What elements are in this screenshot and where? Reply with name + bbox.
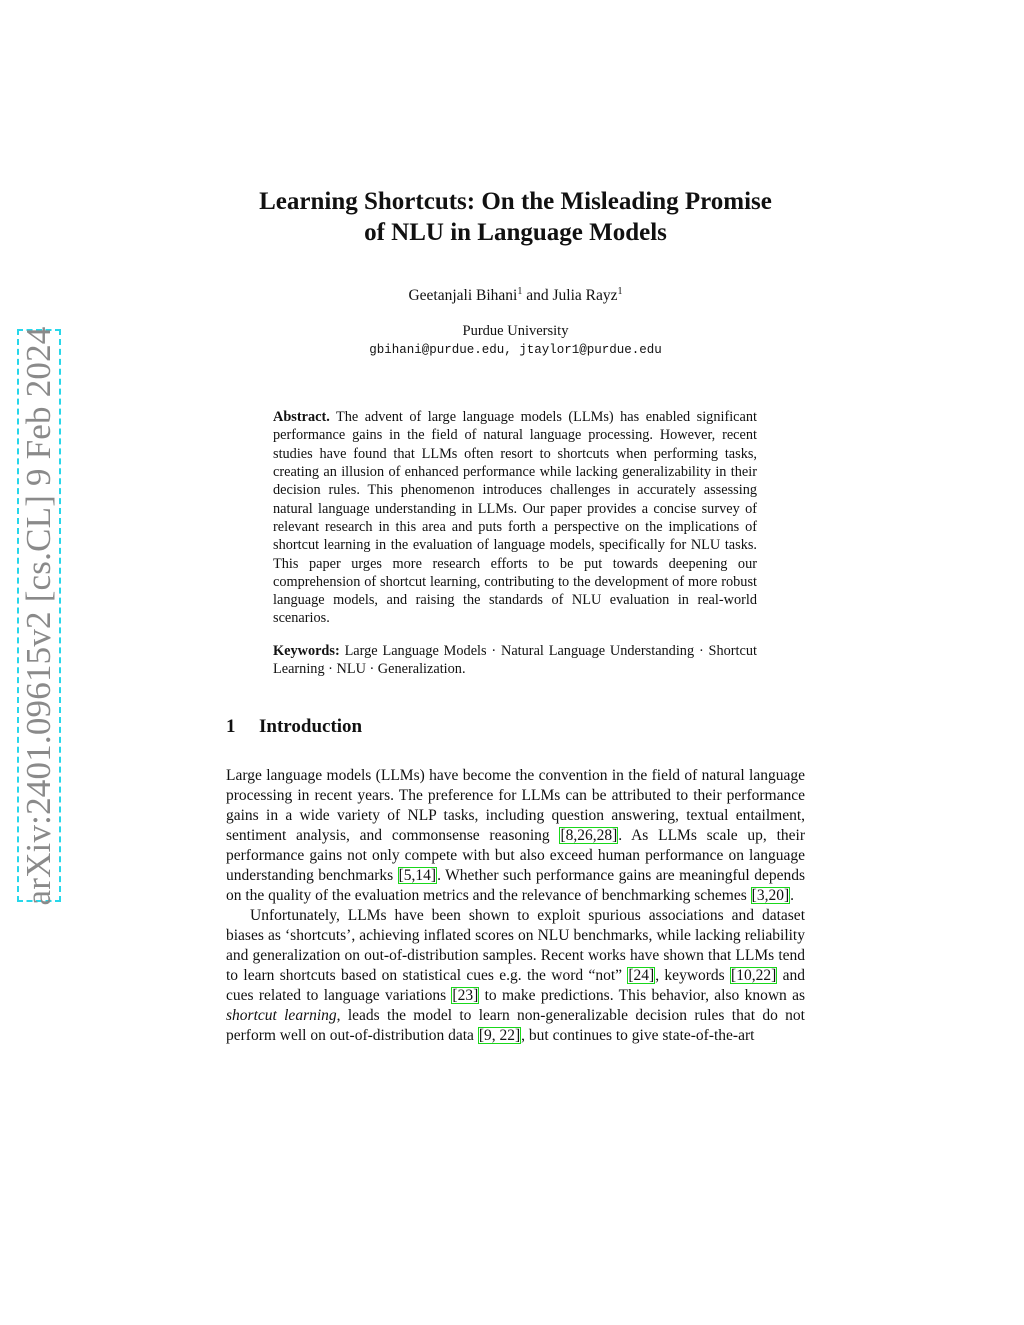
introduction-body: [226, 766, 805, 1046]
citation-link[interactable]: [3,20]: [751, 887, 790, 905]
text-run: .: [790, 887, 794, 905]
citation-link[interactable]: [23]: [452, 987, 479, 1005]
text-run: and cues related to language variations: [226, 967, 805, 1005]
paper-title-line-1: Learning Shortcuts: On the Misleading Promise: [259, 188, 772, 215]
text-run: Large language models (LLMs) have become the convention in the field of natural language processing in recent years. The preference for LLMs can be attributed to their performance gains in a wide variety of NLP tasks, including question answering, textual entailment, sentiment analysis, and commonsense reasoning: [226, 767, 805, 845]
keywords-label: Keywords:: [273, 642, 340, 659]
arxiv-identifier-text[interactable]: arXiv:2401.09615v2 [cs.CL] 9 Feb 2024: [19, 325, 58, 906]
author-name: Julia Rayz: [552, 287, 618, 305]
author-emails: gbihani@purdue.edu, jtaylor1@purdue.edu: [369, 343, 662, 358]
paper-title-line-2: of NLU in Language Models: [364, 219, 667, 246]
author-name: Geetanjali Bihani: [408, 287, 518, 305]
section-title: Introduction: [259, 716, 363, 738]
text-run: to make predictions. This behavior, also known as: [479, 987, 805, 1005]
affiliation-block: [226, 322, 805, 360]
text-run: . As LLMs scale up, their performance gains not only compete with but also exceed human performance on language understanding benchmarks: [226, 827, 805, 885]
section-number: 1: [226, 716, 236, 738]
text-run: , leads the model to learn non-generalizable decision rules that do not perform well on out-of-distribution data: [226, 1007, 805, 1045]
citation-link[interactable]: [8,26,28]: [560, 827, 618, 845]
abstract: [273, 408, 757, 628]
institution-name: Purdue University: [462, 323, 569, 340]
text-run: Unfortunately, LLMs have been shown to exploit spurious associations and dataset biases as ‘shortcuts’, achieving inflated scores on NLU benchmarks, while lacking reliability and generalization on out-of-distribution samples. Recent works have shown that LLMs tend to learn shortcuts based on statistical cues e.g. the word “not”: [226, 907, 805, 985]
emphasized-term: shortcut learning: [226, 1007, 337, 1025]
abstract-text: The advent of large language models (LLMs) has enabled significant performance gains in the field of natural language processing. However, recent studies have found that LLMs often resort to shortcuts when performing tasks, creating an illusion of enhanced performance while lacking generalizability in their decision rules. This phenomenon introduces challenges in accurately assessing natural language understanding in LLMs. Our paper provides a concise survey of relevant research in this area and puts forth a perspective on the implications of shortcut learning in the evaluation of language models, specifically for NLU tasks. This paper urges more research efforts to be put towards deepening our comprehension of shortcut learning, contributing to the development of more robust language models, and raising the standards of NLU evaluation in real-world scenarios.: [273, 409, 757, 627]
citation-link[interactable]: [10,22]: [731, 967, 777, 985]
paragraph: [226, 906, 805, 1046]
citation-link[interactable]: [24]: [628, 967, 655, 985]
paragraph: [226, 766, 805, 906]
keywords-text: Large Language Models · Natural Language Understanding · Shortcut Learning · NLU · Generalization.: [273, 642, 757, 678]
paper-page: [226, 186, 805, 1046]
text-run: , but continues to give state-of-the-art: [521, 1027, 755, 1045]
arxiv-identifier-stamp[interactable]: [17, 325, 61, 906]
section-heading: [226, 716, 805, 738]
abstract-label: Abstract.: [273, 409, 330, 426]
text-run: . Whether such performance gains are meaningful depends on the quality of the evaluation metrics and the relevance of benchmarking schemes: [226, 867, 805, 905]
affiliation-mark: 1: [617, 286, 623, 297]
citation-link[interactable]: [5,14]: [398, 867, 437, 885]
keywords: [273, 642, 757, 679]
text-run: , keywords: [655, 967, 731, 985]
affiliation-mark: 1: [517, 286, 523, 297]
author-list: [226, 286, 805, 305]
paper-title: [226, 186, 805, 248]
author-connector: and: [526, 287, 549, 305]
citation-link[interactable]: [9, 22]: [478, 1027, 521, 1045]
